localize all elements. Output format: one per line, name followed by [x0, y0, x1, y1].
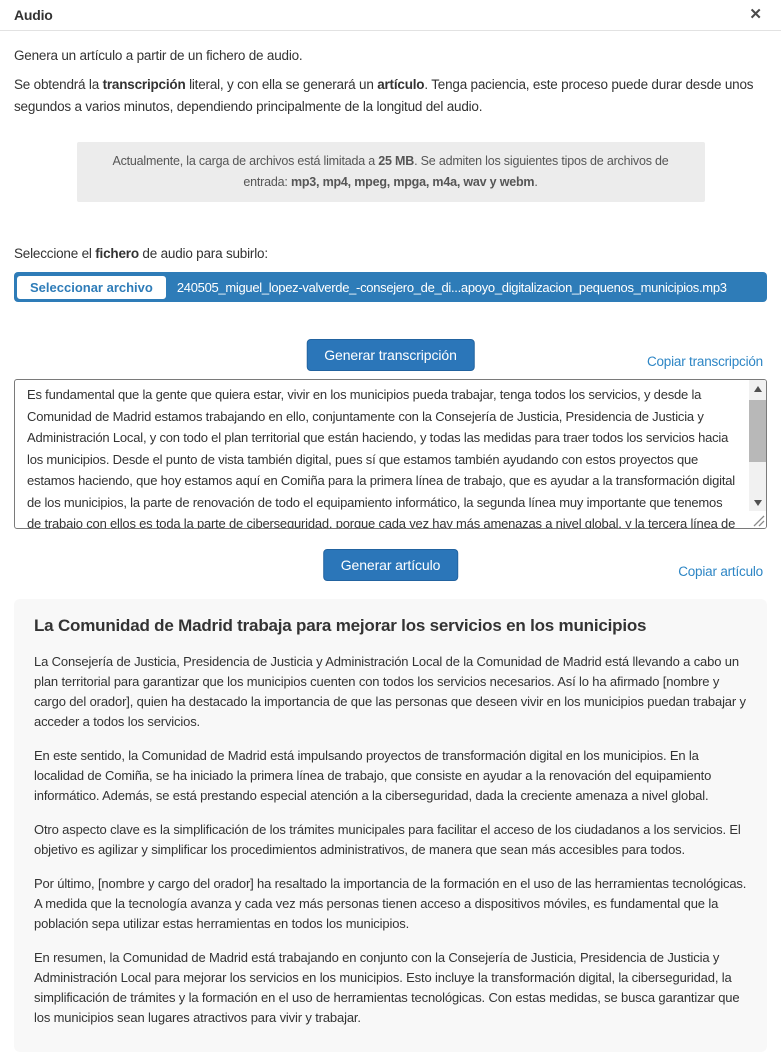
modal-body: [0, 46, 781, 1052]
info-text-3: .: [534, 175, 538, 189]
intro-bold-transcripcion: transcripción: [102, 77, 186, 92]
resize-grip-lines: [749, 511, 766, 528]
info-bold-size-limit: 25 MB: [378, 154, 415, 168]
intro-text-2: literal, y con ella se generará un: [185, 77, 378, 92]
select-label-text-2: de audio para subirlo:: [138, 246, 268, 261]
select-file-button[interactable]: Seleccionar archivo: [17, 276, 166, 299]
intro-text-3: . Tenga paciencia, este proceso puede durar desde unos segundos a varios minutos, dependiendo principalmente de la longitud del audio.: [14, 77, 754, 114]
textarea-resize-grip-icon[interactable]: [749, 511, 766, 528]
scrollbar-up-button[interactable]: [749, 380, 766, 397]
triangle-up-icon: [754, 386, 762, 392]
info-text-2: . Se admiten los siguientes tipos de archivos de entrada:: [243, 154, 669, 189]
scrollbar-down-button[interactable]: [749, 494, 766, 511]
article-actions-row: [14, 549, 767, 583]
article-paragraph: Otro aspecto clave es la simplificación de los trámites municipales para facilitar el acceso de los ciudadanos a los servicios. El objetivo es agilizar y simplificar los procedimientos administrativos, de manera que sean más accesibles para todos.: [34, 822, 741, 857]
triangle-down-icon: [754, 500, 762, 506]
transcription-textarea-wrapper: [14, 379, 767, 529]
upload-limits-info-box: [77, 142, 705, 202]
article-paragraph: En resumen, la Comunidad de Madrid está trabajando en conjunto con la Consejería de Justicia, Presidencia de Justicia y Administración Local para mejorar los servicios en los municipios. Esto incluye la transformación digital, la ciberseguridad, la simplificación de trámites y la formación en el uso de herramientas tecnológicas. Con estas medidas, se busca garantizar que los municipios sean lugares atractivos para vivir y trabajar.: [34, 950, 740, 1025]
close-icon[interactable]: ✕: [749, 6, 762, 23]
article-title: La Comunidad de Madrid trabaja para mejorar los servicios en los municipios: [34, 616, 647, 635]
generate-article-button[interactable]: Generar artículo: [323, 549, 459, 581]
copy-article-link[interactable]: Copiar artículo: [678, 564, 763, 579]
transcription-actions-row: [14, 339, 767, 373]
transcription-textarea[interactable]: [15, 380, 749, 528]
modal-header: [0, 0, 781, 31]
generate-transcription-button[interactable]: Generar transcripción: [306, 339, 475, 371]
selected-filename: 240505_miguel_lopez-valverde_-consejero_de_di...apoyo_digitalizacion_pequenos_municipios.mp3: [176, 279, 727, 295]
copy-transcription-link[interactable]: Copiar transcripción: [646, 354, 763, 369]
info-text-1: Actualmente, la carga de archivos está limitada a: [112, 154, 379, 168]
generated-article-card: [14, 599, 767, 1052]
intro-text-1: Se obtendrá la: [14, 77, 103, 92]
article-paragraph: En este sentido, la Comunidad de Madrid está impulsando proyectos de transformación digital en los municipios. En la localidad de Comiña, se ha iniciado la primera línea de trabajo, que consiste en ayudar a la renovación del equipamiento informático. Además, se está prestando especial atención a la ciberseguridad, dada la creciente amenaza a nivel global.: [34, 748, 712, 803]
intro-line: Genera un artículo a partir de un fichero de audio.: [14, 48, 303, 63]
file-input[interactable]: [14, 272, 767, 302]
select-label-bold-fichero: fichero: [95, 246, 139, 261]
select-label-text-1: Seleccione el: [14, 246, 96, 261]
file-select-label: [14, 244, 767, 264]
page-title: Audio: [14, 7, 53, 23]
scrollbar-thumb[interactable]: [749, 400, 766, 462]
article-paragraph: La Consejería de Justicia, Presidencia de Justicia y Administración Local de la Comunidad de Madrid está llevando a cabo un plan territorial para garantizar que los municipios cuenten con todos los servicios necesarios. Así lo ha afirmado [nombre y cargo del orador], quien ha destacado la importancia de que las personas que deseen vivir en los municipios puedan trabajar y acceder a todos los servicios.: [34, 654, 746, 729]
intro-description: [14, 74, 767, 118]
info-bold-filetypes: mp3, mp4, mpeg, mpga, m4a, wav y webm: [290, 175, 535, 189]
scrollbar-track[interactable]: [749, 397, 766, 494]
intro-bold-articulo: artículo: [377, 77, 425, 92]
textarea-scrollbar[interactable]: [749, 380, 766, 511]
article-paragraph: Por último, [nombre y cargo del orador] ha resaltado la importancia de la formación en el uso de las herramientas tecnológicas. A medida que la tecnología avanza y cada vez más personas tienen acceso a dispositivos móviles, es fundamental que la población sepa utilizar estas herramientas en todos los municipios.: [34, 876, 747, 931]
